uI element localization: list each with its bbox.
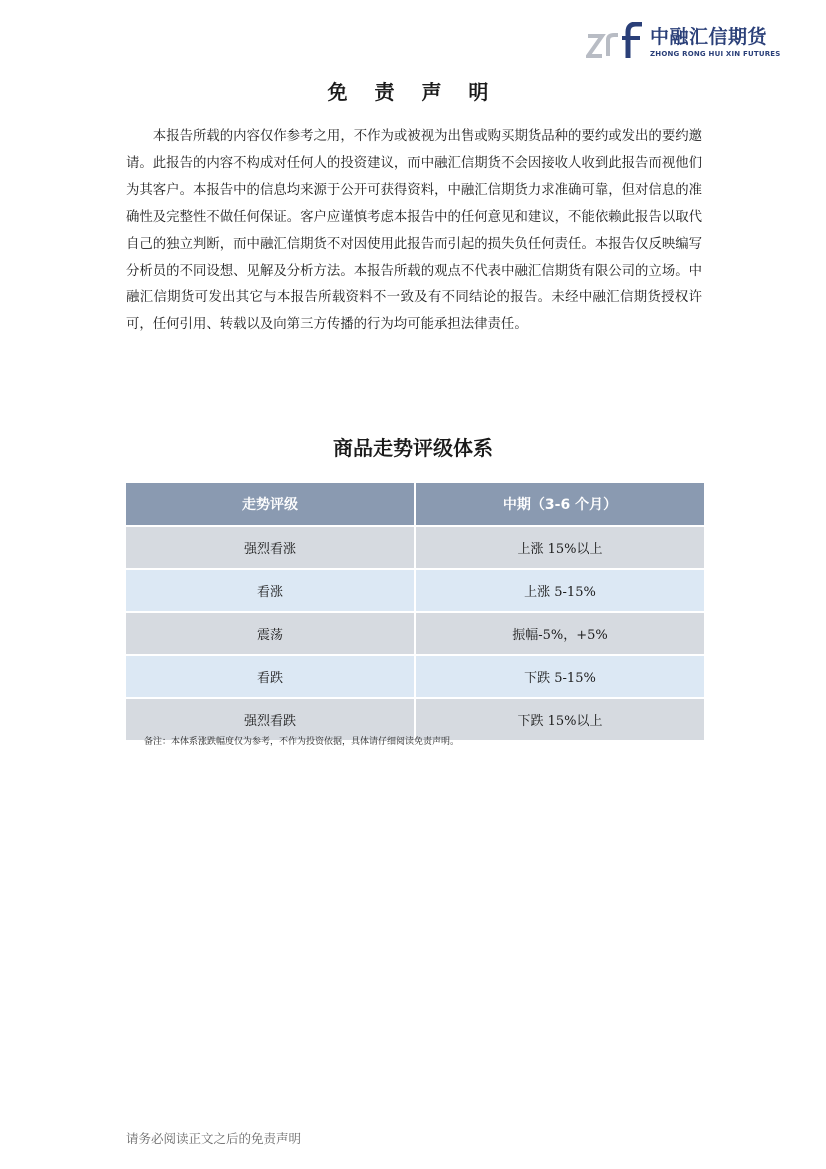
range-cell: 振幅-5%，+5% [415, 612, 704, 655]
table-row [126, 526, 704, 569]
rating-cell: 看涨 [126, 569, 415, 612]
rating-cell: 看跌 [126, 655, 415, 698]
rating-cell: 强烈看跌 [126, 698, 415, 740]
disclaimer-title: 免 责 声 明 [327, 80, 499, 104]
table-header-row [126, 483, 704, 526]
range-cell: 上涨 15%以上 [415, 526, 704, 569]
table-row [126, 655, 704, 698]
disclaimer-body: 本报告所载的内容仅作参考之用，不作为或被视为出售或购买期货品种的要约或发出的要约邀请。此报告的内容不构成对任何人的投资建议，而中融汇信期货不会因接收人收到此报告而视他们为其客户。本报告中的信息均来源于公开可获得资料，中融汇信期货力求准确可靠，但对信息的准确性及完整性不做任何保证。客户应谨慎考虑本报告中的任何意见和建议，不能依赖此报告以取代自己的独立判断，而中融汇信期货不对因使用此报告而引起的损失负任何责任。本报告仅反映编写分析员的不同设想、见解及分析方法。本报告所载的观点不代表中融汇信期货有限公司的立场。中融汇信期货可发出其它与本报告所载资料不一致及有不同结论的报告。未经中融汇信期货授权许可，任何引用、转载以及向第三方传播的行为均可能承担法律责任。 [126, 129, 702, 333]
zrf-logo-icon [586, 22, 646, 60]
range-cell: 下跌 5-15% [415, 655, 704, 698]
rating-system-title: 商品走势评级体系 [333, 436, 493, 460]
column-header-rating: 走势评级 [126, 483, 415, 526]
column-header-range: 中期（3-6 个月） [415, 483, 704, 526]
logo-chinese-name: 中融汇信期货 [650, 26, 768, 48]
table-row [126, 569, 704, 612]
rating-cell: 强烈看涨 [126, 526, 415, 569]
range-cell: 上涨 5-15% [415, 569, 704, 612]
footer-disclaimer-link-text: 请务必阅读正文之后的免责声明 [126, 1131, 302, 1146]
rating-cell: 震荡 [126, 612, 415, 655]
table-row [126, 612, 704, 655]
company-logo [586, 18, 781, 64]
table-note: 备注：本体系涨跌幅度仅为参考，不作为投资依据，具体请仔细阅读免责声明。 [144, 737, 460, 747]
rating-table [126, 483, 704, 740]
range-cell: 下跌 15%以上 [415, 698, 704, 740]
logo-english-name: ZHONG RONG HUI XIN FUTURES [650, 50, 781, 58]
